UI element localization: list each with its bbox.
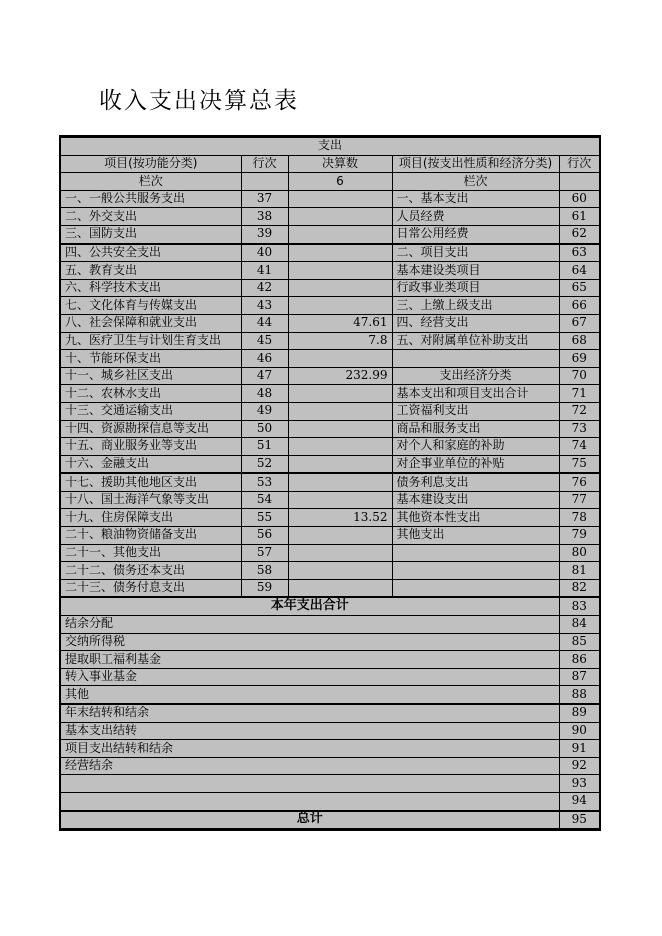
- row-number-left: 43: [241, 297, 288, 315]
- section-header-row: [60, 137, 600, 156]
- table-row: [60, 297, 600, 315]
- amount-value: [288, 420, 392, 438]
- amount-value: [288, 297, 392, 315]
- item-label-right: 日常公用经费: [392, 225, 559, 243]
- row-number-left: 44: [241, 314, 288, 332]
- table-row: [60, 757, 600, 775]
- summary-label: 基本支出结转: [60, 722, 559, 740]
- table-row: [60, 686, 600, 704]
- summary-label: 其他: [60, 686, 559, 704]
- row-number-right: 65: [559, 279, 600, 297]
- item-label-left: 五、教育支出: [60, 262, 241, 280]
- amount-value: 232.99: [288, 367, 392, 385]
- col-header-left-item: 项目(按功能分类): [60, 155, 241, 173]
- item-label-left: 二十、粮油物资储备支出: [60, 527, 241, 545]
- row-number-right: 93: [559, 775, 600, 793]
- row-number-left: 48: [241, 385, 288, 403]
- item-label-right: 其他支出: [392, 527, 559, 545]
- item-label-left: 二十一、其他支出: [60, 544, 241, 562]
- amount-value: [288, 385, 392, 403]
- amount-value: [288, 544, 392, 562]
- col-index-empty-right: [559, 173, 600, 191]
- item-label-left: 四、公共安全支出: [60, 244, 241, 262]
- row-number-left: 53: [241, 473, 288, 491]
- amount-value: [288, 244, 392, 262]
- item-label-left: 十四、资源勘探信息等支出: [60, 420, 241, 438]
- row-number-right: 80: [559, 544, 600, 562]
- table-row: [60, 438, 600, 456]
- table-row: [60, 704, 600, 722]
- amount-value: 7.8: [288, 332, 392, 350]
- amount-value: [288, 208, 392, 226]
- table-row: [60, 562, 600, 580]
- item-label-left: 一、一般公共服务支出: [60, 190, 241, 208]
- summary-label: 项目支出结转和结余: [60, 740, 559, 758]
- table-row: [60, 633, 600, 651]
- row-number-left: 56: [241, 527, 288, 545]
- page-title: 收入支出决算总表: [99, 88, 299, 114]
- item-label-right: [392, 544, 559, 562]
- item-label-right: 基本建设类项目: [392, 262, 559, 280]
- item-label-left: 十九、住房保障支出: [60, 509, 241, 527]
- row-number-right: 94: [559, 792, 600, 810]
- table-row: [60, 314, 600, 332]
- item-label-right: 债务利息支出: [392, 473, 559, 491]
- summary-label: 结余分配: [60, 616, 559, 634]
- row-number-left: 45: [241, 332, 288, 350]
- table-row: [60, 420, 600, 438]
- item-label-left: 十、节能环保支出: [60, 350, 241, 368]
- row-number-left: 54: [241, 491, 288, 509]
- col-header-row-no-right: 行次: [559, 155, 600, 173]
- row-number-right: 84: [559, 616, 600, 634]
- item-label-left: 二、外交支出: [60, 208, 241, 226]
- row-number-right: 74: [559, 438, 600, 456]
- table-row: [60, 811, 600, 830]
- row-number-left: 39: [241, 225, 288, 243]
- table-row: [60, 544, 600, 562]
- row-number-left: 51: [241, 438, 288, 456]
- item-label-right: 其他资本性支出: [392, 509, 559, 527]
- table-body: [60, 137, 600, 830]
- row-number-right: 88: [559, 686, 600, 704]
- table-row: [60, 668, 600, 686]
- row-number-right: 69: [559, 350, 600, 368]
- row-number-right: 73: [559, 420, 600, 438]
- row-number-right: 81: [559, 562, 600, 580]
- item-label-right: [392, 579, 559, 597]
- row-number-left: 49: [241, 402, 288, 420]
- item-label-left: 十七、援助其他地区支出: [60, 473, 241, 491]
- table-row: [60, 597, 600, 615]
- amount-value: [288, 350, 392, 368]
- row-number-right: 79: [559, 527, 600, 545]
- col-index-amount-no: 6: [288, 173, 392, 191]
- col-index-left-label: 栏次: [60, 173, 241, 191]
- row-number-right: 66: [559, 297, 600, 315]
- row-number-right: 77: [559, 491, 600, 509]
- table-row: [60, 402, 600, 420]
- row-number-right: 83: [559, 597, 600, 615]
- row-number-right: 91: [559, 740, 600, 758]
- row-number-right: 62: [559, 225, 600, 243]
- item-label-right: 四、经营支出: [392, 314, 559, 332]
- amount-value: 47.61: [288, 314, 392, 332]
- row-number-left: 55: [241, 509, 288, 527]
- table-row: [60, 332, 600, 350]
- item-label-left: 六、科学技术支出: [60, 279, 241, 297]
- summary-label: 转入事业基金: [60, 668, 559, 686]
- table-row: [60, 455, 600, 473]
- item-label-right: [392, 350, 559, 368]
- item-label-left: 七、文化体育与传媒支出: [60, 297, 241, 315]
- item-label-right: 行政事业类项目: [392, 279, 559, 297]
- item-label-right: 基本建设支出: [392, 491, 559, 509]
- table-row: [60, 792, 600, 810]
- item-label-right: 支出经济分类: [392, 367, 559, 385]
- row-number-left: 41: [241, 262, 288, 280]
- col-index-empty-left: [241, 173, 288, 191]
- item-label-left: 十五、商业服务业等支出: [60, 438, 241, 456]
- table-row: [60, 225, 600, 243]
- item-label-right: 二、项目支出: [392, 244, 559, 262]
- summary-label: 年末结转和结余: [60, 704, 559, 722]
- table-row: [60, 491, 600, 509]
- row-number-right: 63: [559, 244, 600, 262]
- table-row: [60, 616, 600, 634]
- row-number-right: 71: [559, 385, 600, 403]
- table-row: [60, 350, 600, 368]
- col-header-amount: 决算数: [288, 155, 392, 173]
- col-index-right-label: 栏次: [392, 173, 559, 191]
- item-label-left: 九、医疗卫生与计划生育支出: [60, 332, 241, 350]
- section-header: 支出: [60, 137, 600, 156]
- row-number-left: 58: [241, 562, 288, 580]
- amount-value: [288, 562, 392, 580]
- amount-value: [288, 225, 392, 243]
- item-label-left: 二十三、债务付息支出: [60, 579, 241, 597]
- row-number-right: 89: [559, 704, 600, 722]
- amount-value: [288, 455, 392, 473]
- item-label-right: 一、基本支出: [392, 190, 559, 208]
- row-number-right: 82: [559, 579, 600, 597]
- table-row: [60, 190, 600, 208]
- table-row: [60, 208, 600, 226]
- item-label-right: [392, 562, 559, 580]
- item-label-right: 五、对附属单位补助支出: [392, 332, 559, 350]
- row-number-right: 90: [559, 722, 600, 740]
- row-number-right: 75: [559, 455, 600, 473]
- table-row: [60, 279, 600, 297]
- row-number-left: 57: [241, 544, 288, 562]
- item-label-left: 十一、城乡社区支出: [60, 367, 241, 385]
- row-number-left: 59: [241, 579, 288, 597]
- item-label-right: 人员经费: [392, 208, 559, 226]
- row-number-left: 37: [241, 190, 288, 208]
- summary-label: 经营结余: [60, 757, 559, 775]
- row-number-right: 64: [559, 262, 600, 280]
- item-label-left: 十二、农林水支出: [60, 385, 241, 403]
- row-number-left: 50: [241, 420, 288, 438]
- row-number-left: 46: [241, 350, 288, 368]
- col-header-right-item: 项目(按支出性质和经济分类): [392, 155, 559, 173]
- row-number-left: 42: [241, 279, 288, 297]
- table-row: [60, 473, 600, 491]
- table-row: [60, 740, 600, 758]
- item-label-right: 基本支出和项目支出合计: [392, 385, 559, 403]
- row-number-right: 72: [559, 402, 600, 420]
- amount-value: [288, 473, 392, 491]
- row-number-right: 61: [559, 208, 600, 226]
- row-number-right: 67: [559, 314, 600, 332]
- table-row: [60, 775, 600, 793]
- table-row: [60, 262, 600, 280]
- table-row: [60, 367, 600, 385]
- table-row: [60, 651, 600, 669]
- item-label-right: 工资福利支出: [392, 402, 559, 420]
- amount-value: [288, 438, 392, 456]
- summary-label: 本年支出合计: [60, 597, 559, 615]
- row-number-left: 52: [241, 455, 288, 473]
- row-number-right: 92: [559, 757, 600, 775]
- item-label-left: 八、社会保障和就业支出: [60, 314, 241, 332]
- item-label-left: 十三、交通运输支出: [60, 402, 241, 420]
- summary-label: 交纳所得税: [60, 633, 559, 651]
- table-row: [60, 244, 600, 262]
- row-number-right: 78: [559, 509, 600, 527]
- table-row: [60, 509, 600, 527]
- row-number-left: 40: [241, 244, 288, 262]
- amount-value: [288, 262, 392, 280]
- column-header-row: [60, 155, 600, 173]
- row-number-right: 95: [559, 811, 600, 830]
- item-label-right: 对个人和家庭的补助: [392, 438, 559, 456]
- row-number-right: 85: [559, 633, 600, 651]
- item-label-left: 十八、国土海洋气象等支出: [60, 491, 241, 509]
- amount-value: [288, 279, 392, 297]
- amount-value: 13.52: [288, 509, 392, 527]
- item-label-left: 二十二、债务还本支出: [60, 562, 241, 580]
- row-number-left: 38: [241, 208, 288, 226]
- row-number-right: 86: [559, 651, 600, 669]
- table-row: [60, 579, 600, 597]
- amount-value: [288, 579, 392, 597]
- summary-label: [60, 792, 559, 810]
- amount-value: [288, 491, 392, 509]
- item-label-left: 三、国防支出: [60, 225, 241, 243]
- row-number-right: 70: [559, 367, 600, 385]
- expenditure-table: [59, 135, 601, 831]
- amount-value: [288, 190, 392, 208]
- row-number-right: 76: [559, 473, 600, 491]
- column-index-row: [60, 173, 600, 191]
- row-number-right: 68: [559, 332, 600, 350]
- summary-label: 提取职工福利基金: [60, 651, 559, 669]
- item-label-left: 十六、金融支出: [60, 455, 241, 473]
- row-number-left: 47: [241, 367, 288, 385]
- table-row: [60, 527, 600, 545]
- row-number-right: 87: [559, 668, 600, 686]
- item-label-right: 商品和服务支出: [392, 420, 559, 438]
- amount-value: [288, 402, 392, 420]
- table-row: [60, 722, 600, 740]
- amount-value: [288, 527, 392, 545]
- item-label-right: 三、上缴上级支出: [392, 297, 559, 315]
- row-number-right: 60: [559, 190, 600, 208]
- table-row: [60, 385, 600, 403]
- summary-label: 总计: [60, 811, 559, 830]
- item-label-right: 对企事业单位的补贴: [392, 455, 559, 473]
- summary-label: [60, 775, 559, 793]
- col-header-row-no-left: 行次: [241, 155, 288, 173]
